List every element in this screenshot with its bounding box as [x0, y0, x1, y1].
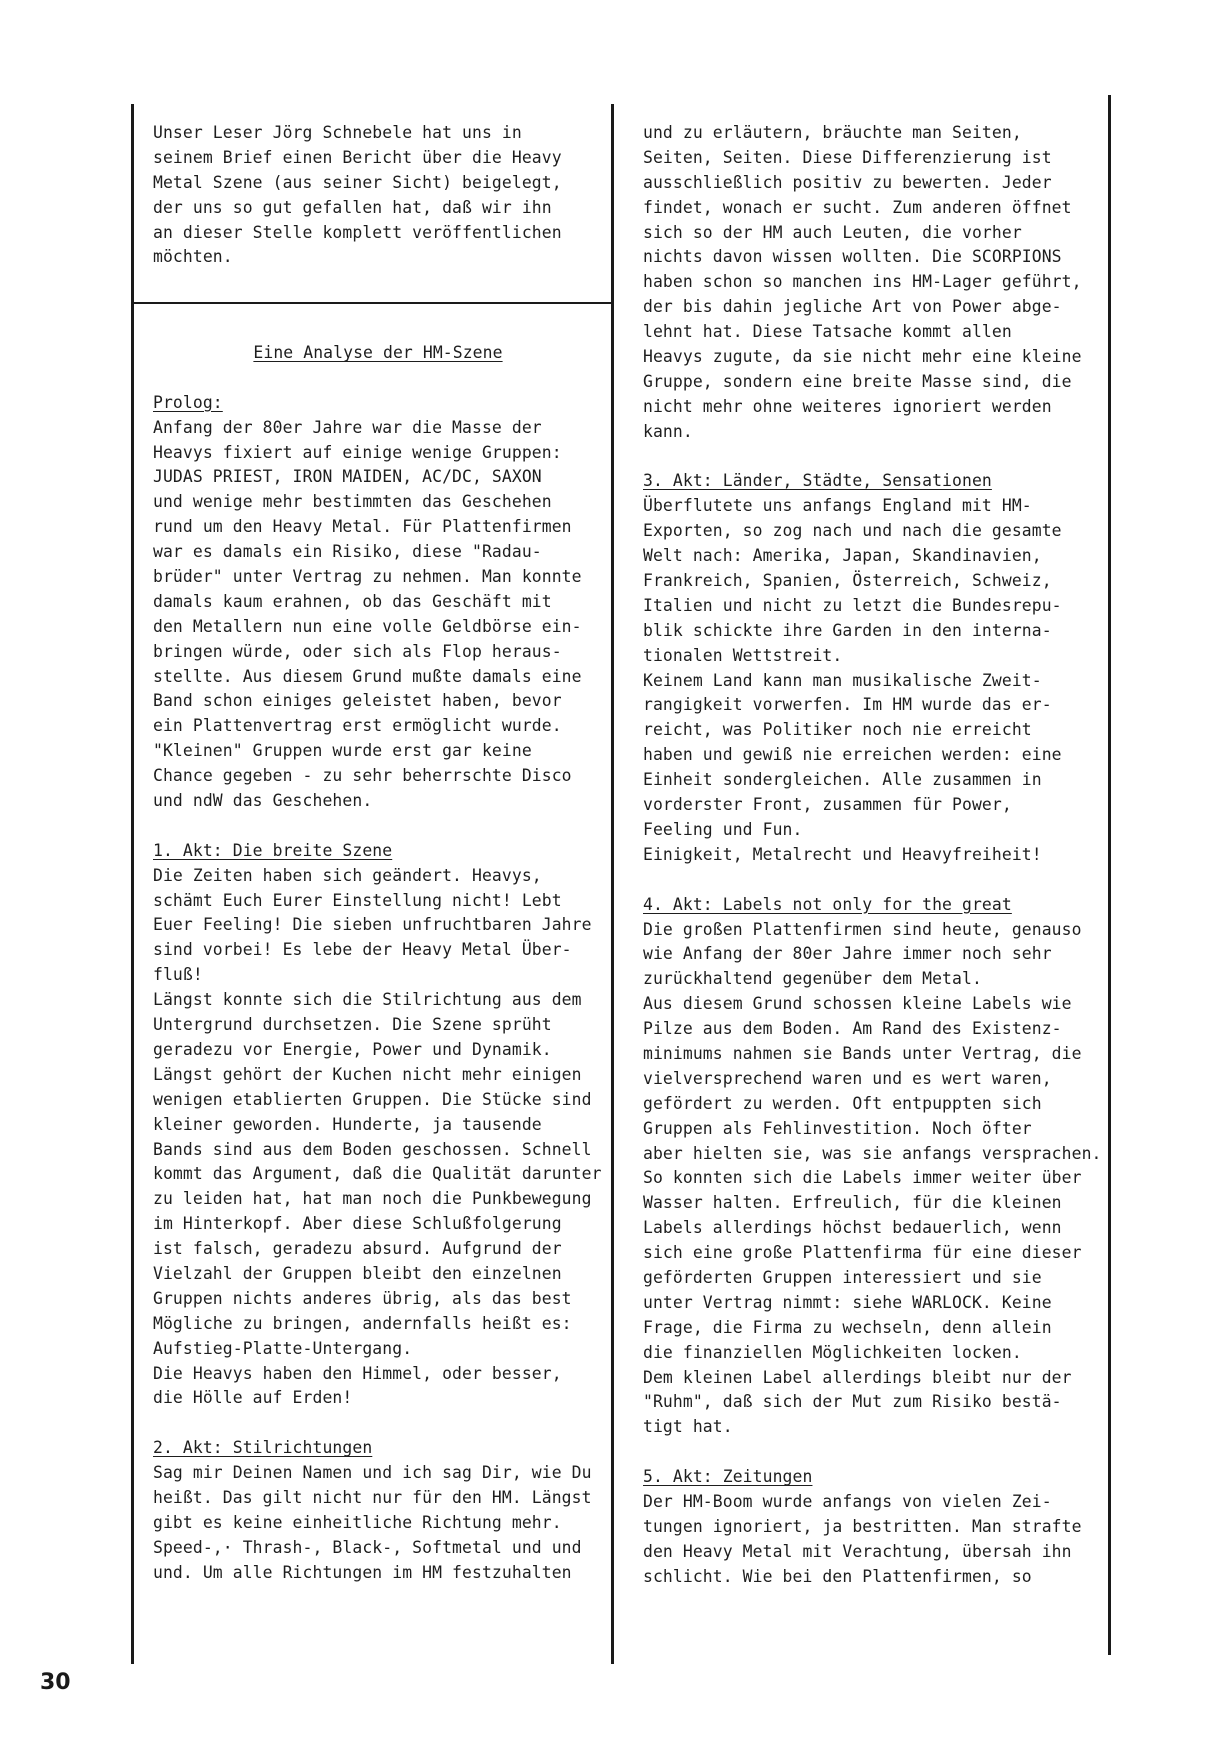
body-line: kann. — [643, 421, 693, 441]
body-line: ein Plattenvertrag erst ermöglicht wurde. — [153, 716, 562, 736]
body-line: Die Heavys haben den Himmel, oder besser, — [153, 1363, 562, 1383]
body-line: tionalen Wettstreit. — [643, 645, 843, 665]
body-line: und wenige mehr bestimmten das Geschehen — [153, 492, 552, 512]
body-line: "Kleinen" Gruppen wurde erst gar keine — [153, 741, 532, 761]
body-line: Längst gehört der Kuchen nicht mehr einigen — [153, 1064, 582, 1084]
left-margin-rule — [131, 104, 134, 1664]
body-line: Anfang der 80er Jahre war die Masse der — [153, 417, 542, 437]
intro-line: der uns so gut gefallen hat, daß wir ihn — [153, 197, 552, 217]
body-line: Labels allerdings höchst bedauerlich, wenn — [643, 1218, 1062, 1238]
body-line: lehnt hat. Diese Tatsache kommt allen — [643, 322, 1012, 342]
body-line: Der HM-Boom wurde anfangs von vielen Zei- — [643, 1491, 1052, 1511]
body-line: tungen ignoriert, ja bestritten. Man strafte — [643, 1516, 1082, 1536]
body-line: nicht mehr ohne weiteres ignoriert werden — [643, 396, 1052, 416]
body-line: Italien und nicht zu letzt die Bundesrepu- — [643, 595, 1062, 615]
intro-line: Unser Leser Jörg Schnebele hat uns in — [153, 123, 522, 142]
body-line: gibt es keine einheitliche Richtung mehr. — [153, 1512, 562, 1532]
body-line: Exporten, so zog nach und nach die gesamte — [643, 521, 1062, 541]
body-line: Heavys fixiert auf einige wenige Gruppen: — [153, 442, 562, 462]
body-line: Dem kleinen Label allerdings bleibt nur der — [643, 1367, 1072, 1387]
intro-text — [153, 121, 562, 270]
body-line: So konnten sich die Labels immer weiter über — [643, 1168, 1082, 1188]
body-line: wenigen etablierten Gruppen. Die Stücke sind — [153, 1089, 592, 1109]
body-line: kleiner geworden. Hunderte, ja tausende — [153, 1114, 542, 1134]
body-line: brüder" unter Vertrag zu nehmen. Man konnte — [153, 567, 582, 587]
body-line: Untergrund durchsetzen. Die Szene sprüht — [153, 1015, 552, 1035]
intro-line: Metal Szene (aus seiner Sicht) beigelegt, — [153, 172, 562, 192]
body-line: heißt. Das gilt nicht nur für den HM. Längst — [153, 1487, 592, 1507]
body-line: zurückhaltend gegenüber dem Metal. — [643, 969, 982, 989]
body-line: schlicht. Wie bei den Plattenfirmen, so — [643, 1566, 1032, 1586]
body-line: und ndW das Geschehen. — [153, 791, 373, 811]
body-line: minimums nahmen sie Bands unter Vertrag, die — [643, 1043, 1082, 1063]
body-line: vorderster Front, zusammen für Power, — [643, 795, 1012, 815]
body-line: geradezu vor Energie, Power und Dynamik. — [153, 1039, 552, 1059]
body-line: Frankreich, Spanien, Österreich, Schweiz, — [643, 571, 1052, 591]
body-line: Einheit sondergleichen. Alle zusammen in — [643, 770, 1042, 790]
body-line: Vielzahl der Gruppen bleibt den einzelnen — [153, 1263, 562, 1283]
body-line: die Hölle auf Erden! — [153, 1388, 353, 1408]
body-line: haben schon so manchen ins HM-Lager geführt, — [643, 272, 1082, 292]
body-line: rund um den Heavy Metal. Für Plattenfirmen — [153, 517, 572, 537]
intro-line: an dieser Stelle komplett veröffentlichen — [153, 222, 562, 242]
body-line: Chance gegeben - zu sehr beherrschte Disco — [153, 766, 572, 786]
body-line: damals kaum erahnen, ob das Geschäft mit — [153, 591, 552, 611]
akt5-heading: 5. Akt: Zeitungen — [643, 1467, 813, 1487]
body-line: Aus diesem Grund schossen kleine Labels wie — [643, 994, 1072, 1014]
body-line: der bis dahin jegliche Art von Power abge- — [643, 297, 1062, 317]
body-line: Die großen Plattenfirmen sind heute, genauso — [643, 919, 1082, 939]
body-line: Gruppen als Fehlinvestition. Noch öfter — [643, 1118, 1032, 1138]
body-line: den Metallern nun eine volle Geldbörse ein- — [153, 616, 582, 636]
body-line: Speed-,· Thrash-, Black-, Softmetal und und — [153, 1537, 582, 1557]
body-line: zu leiden hat, hat man noch die Punkbewegung — [153, 1189, 592, 1209]
body-line: Einigkeit, Metalrecht und Heavyfreiheit! — [643, 844, 1042, 864]
body-line: "Ruhm", daß sich der Mut zum Risiko bestä- — [643, 1392, 1062, 1412]
body-line: haben und gewiß nie erreichen werden: eine — [643, 745, 1062, 765]
body-line: Längst konnte sich die Stilrichtung aus dem — [153, 990, 582, 1010]
body-line: JUDAS PRIEST, IRON MAIDEN, AC/DC, SAXON — [153, 467, 542, 487]
body-line: nichts davon wissen wollten. Die SCORPIONS — [643, 247, 1062, 267]
body-line: wie Anfang der 80er Jahre immer noch sehr — [643, 944, 1052, 964]
body-line: den Heavy Metal mit Verachtung, übersah ihn — [643, 1541, 1072, 1561]
body-line: Gruppen nichts anderes übrig, als das best — [153, 1288, 572, 1308]
body-line: Heavys zugute, da sie nicht mehr eine kleine — [643, 347, 1082, 367]
body-line: sich so der HM auch Leuten, die vorher — [643, 222, 1022, 242]
body-line: Die Zeiten haben sich geändert. Heavys, — [153, 865, 542, 885]
body-line: im Hinterkopf. Aber diese Schlußfolgerung — [153, 1214, 562, 1234]
body-line: Band schon einiges geleistet haben, bevor — [153, 691, 562, 711]
body-line: bringen würde, oder sich als Flop heraus- — [153, 641, 562, 661]
body-line: unter Vertrag nimmt: siehe WARLOCK. Keine — [643, 1292, 1052, 1312]
body-line: sich eine große Plattenfirma für eine dieser — [643, 1243, 1082, 1263]
body-line: und. Um alle Richtungen im HM festzuhalten — [153, 1562, 572, 1582]
akt4-heading: 4. Akt: Labels not only for the great — [643, 894, 1012, 914]
right-column — [643, 121, 1113, 1590]
intro-divider-rule — [133, 302, 611, 304]
body-line: Gruppe, sondern eine breite Masse sind, die — [643, 371, 1072, 391]
body-line: blik schickte ihre Garden in den interna- — [643, 620, 1052, 640]
body-line: Wasser halten. Erfreulich, für die kleinen — [643, 1193, 1062, 1213]
body-line: sind vorbei! Es lebe der Heavy Metal Über- — [153, 940, 572, 960]
body-line: tigt hat. — [643, 1417, 733, 1437]
intro-line: möchten. — [153, 247, 233, 267]
body-line: aber hielten sie, was sie anfangs versprachen. — [643, 1143, 1102, 1163]
body-line: findet, wonach er sucht. Zum anderen öffnet — [643, 197, 1072, 217]
akt3-heading: 3. Akt: Länder, Städte, Sensationen — [643, 471, 992, 491]
body-line: schämt Euch Eurer Einstellung nicht! Lebt — [153, 890, 562, 910]
body-line: Euer Feeling! Die sieben unfruchtbaren Jahre — [153, 915, 592, 935]
body-line: und zu erläutern, bräuchte man Seiten, — [643, 123, 1022, 142]
body-line: Überflutete uns anfangs England mit HM- — [643, 496, 1032, 516]
left-column — [153, 341, 603, 1586]
body-line: stellte. Aus diesem Grund mußte damals eine — [153, 666, 582, 686]
body-line: geförderten Gruppen interessiert und sie — [643, 1267, 1042, 1287]
page-number: 30 — [40, 1670, 71, 1695]
body-line: Bands sind aus dem Boden geschossen. Schnell — [153, 1139, 592, 1159]
body-line: Pilze aus dem Boden. Am Rand des Existenz- — [643, 1019, 1062, 1039]
akt1-heading: 1. Akt: Die breite Szene — [153, 840, 393, 860]
body-line: Aufstieg-Platte-Untergang. — [153, 1338, 413, 1358]
body-line: gefördert zu werden. Oft entpuppten sich — [643, 1093, 1042, 1113]
body-line: rangigkeit vorwerfen. Im HM wurde das er- — [643, 695, 1052, 715]
body-line: Frage, die Firma zu wechseln, denn allein — [643, 1317, 1052, 1337]
body-line: Welt nach: Amerika, Japan, Skandinavien, — [643, 546, 1042, 566]
akt2-heading: 2. Akt: Stilrichtungen — [153, 1438, 373, 1458]
body-line: Feeling und Fun. — [643, 819, 803, 839]
prolog-heading: Prolog: — [153, 392, 223, 412]
body-line: Seiten, Seiten. Diese Differenzierung ist — [643, 147, 1052, 167]
body-line: ist falsch, geradezu absurd. Aufgrund der — [153, 1239, 562, 1259]
body-line: reicht, was Politiker noch nie erreicht — [643, 720, 1032, 740]
article-title: Eine Analyse der HM-Szene — [253, 343, 503, 362]
body-line: Sag mir Deinen Namen und ich sag Dir, wie Du — [153, 1463, 592, 1483]
body-line: Keinem Land kann man musikalische Zweit- — [643, 670, 1042, 690]
body-line: Mögliche zu bringen, andernfalls heißt es: — [153, 1313, 572, 1333]
body-line: vielversprechend waren und es wert waren, — [643, 1068, 1052, 1088]
body-line: fluß! — [153, 965, 203, 985]
body-line: ausschließlich positiv zu bewerten. Jeder — [643, 172, 1052, 192]
body-line: war es damals ein Risiko, diese "Radau- — [153, 542, 542, 562]
center-column-rule — [611, 104, 614, 1664]
body-line: die finanziellen Möglichkeiten locken. — [643, 1342, 1022, 1362]
body-line: kommt das Argument, daß die Qualität darunter — [153, 1164, 602, 1184]
intro-line: seinem Brief einen Bericht über die Heavy — [153, 147, 562, 167]
